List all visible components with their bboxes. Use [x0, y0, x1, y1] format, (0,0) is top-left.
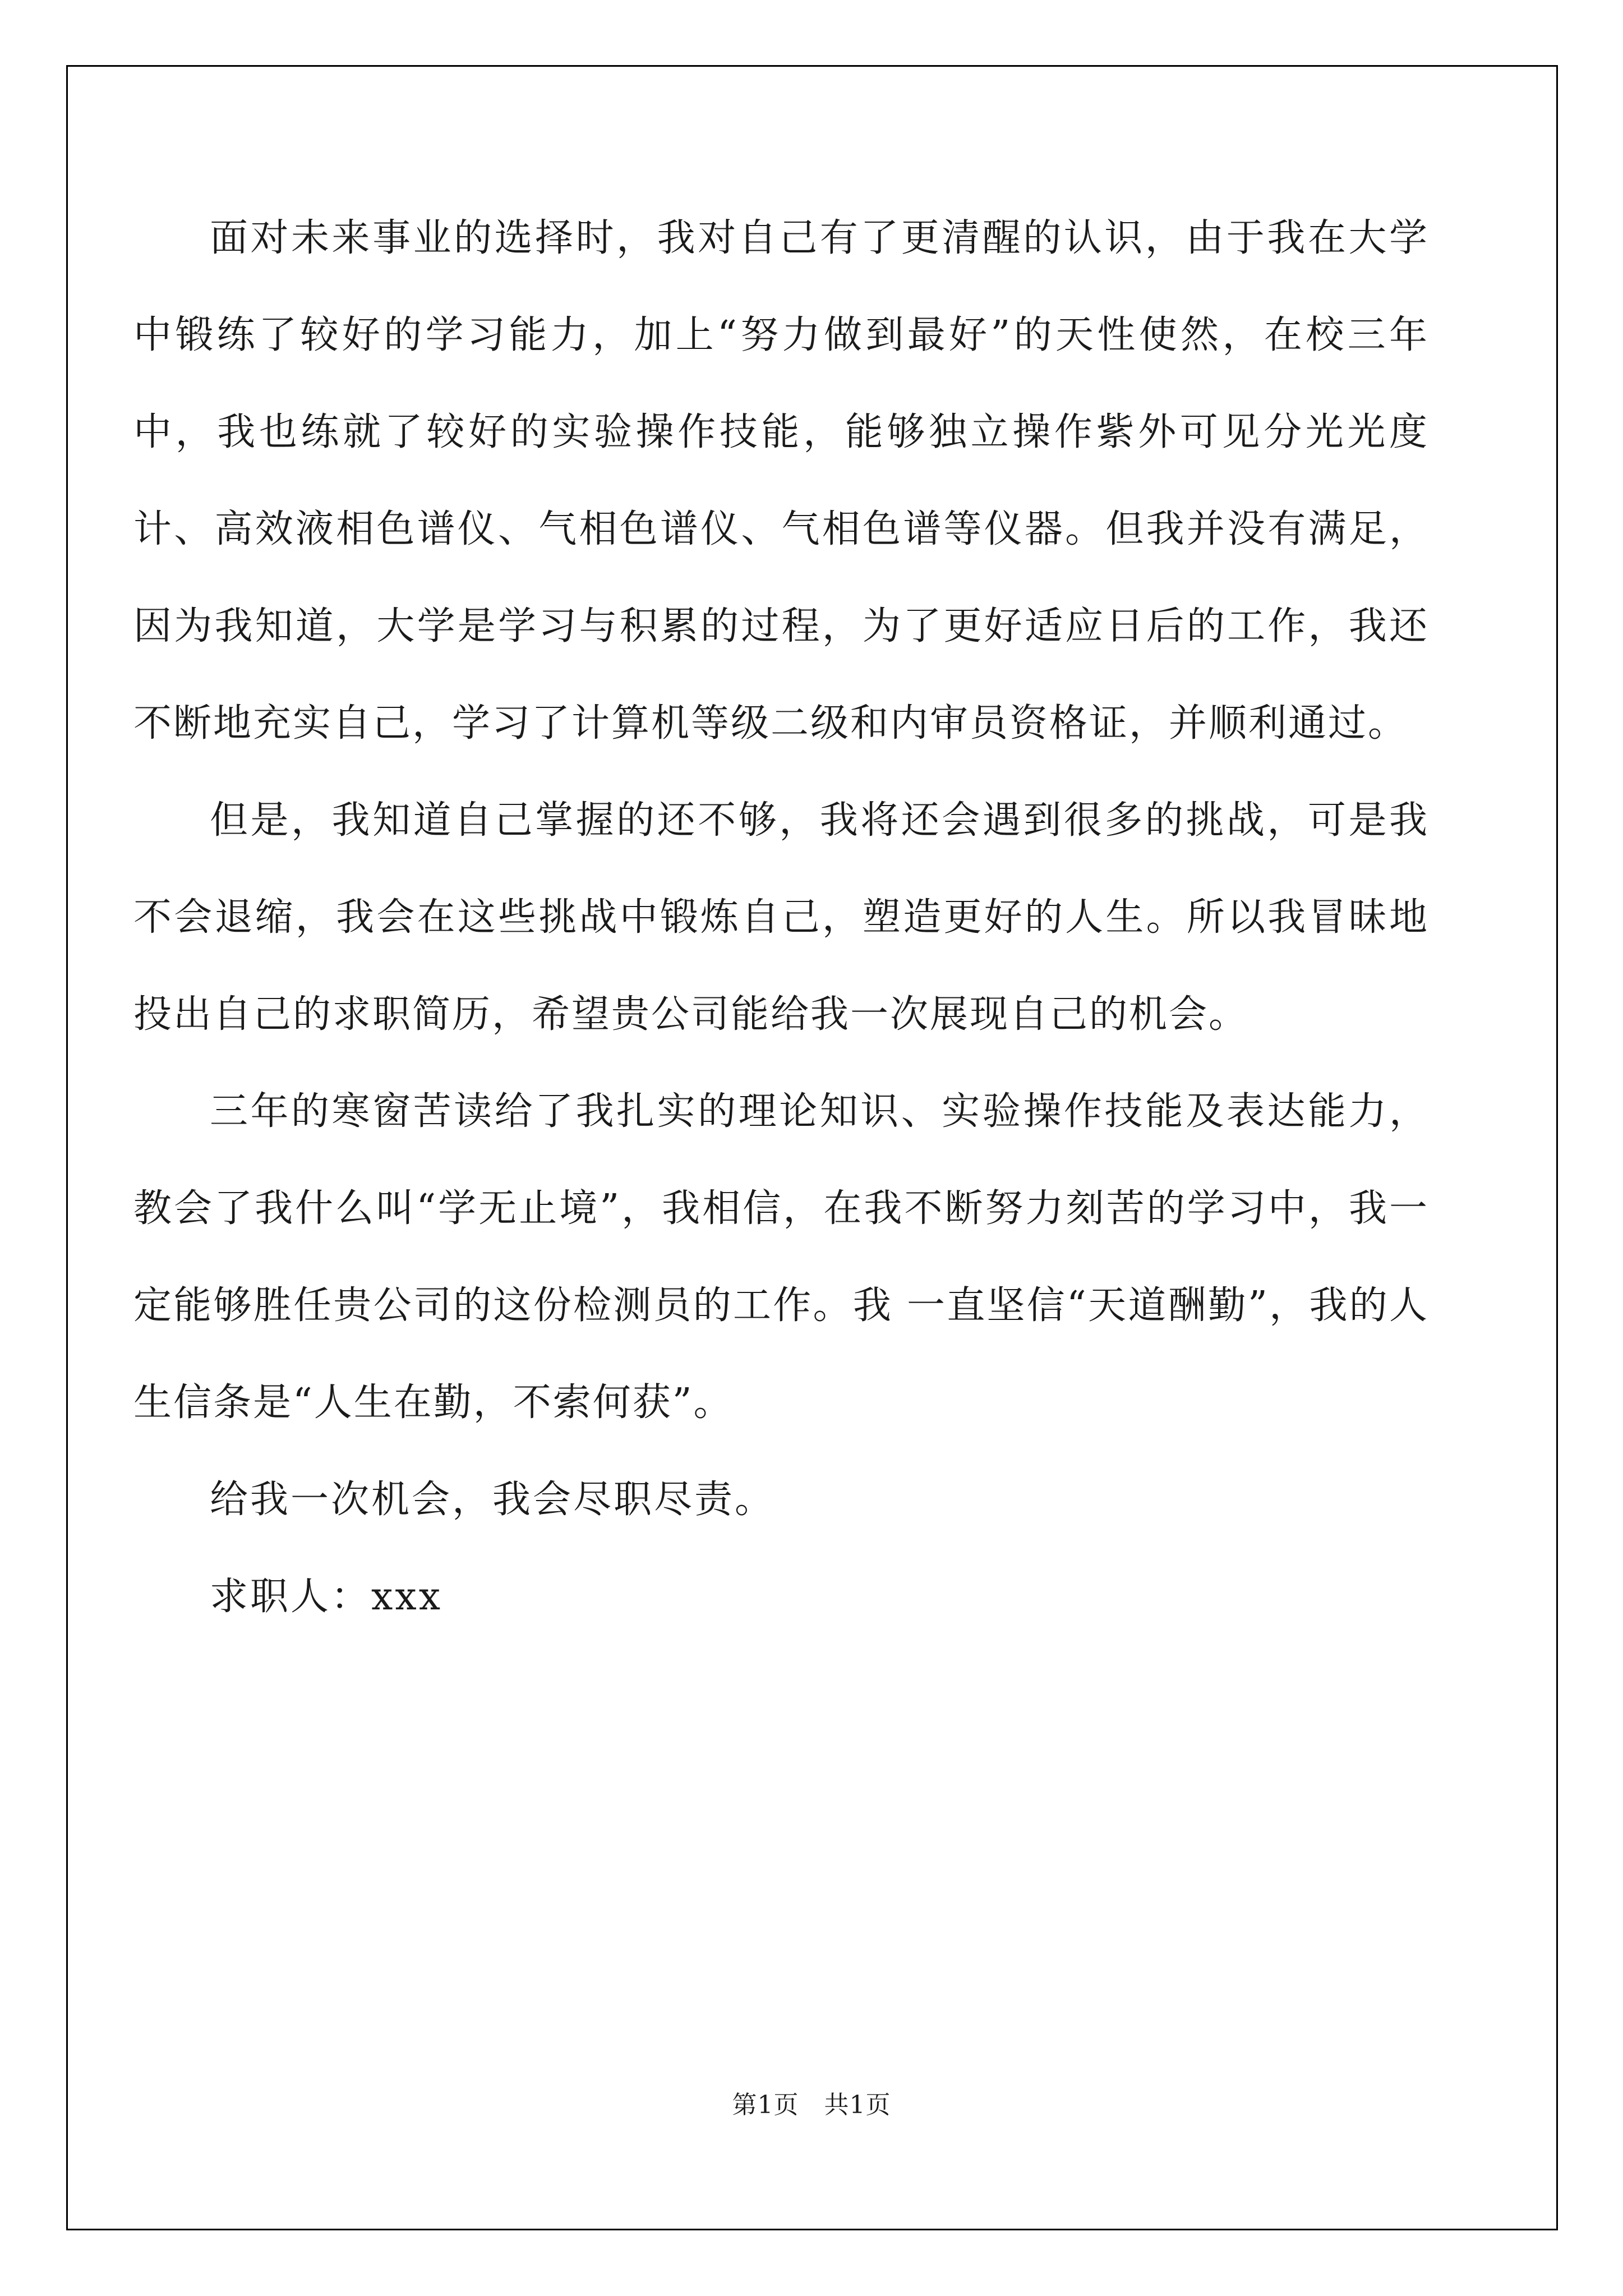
applicant-signature: 求职人：xxx: [210, 1575, 443, 1619]
paragraph-closing: 给我一次机会，我会尽职尽责。: [210, 1478, 776, 1522]
paragraph-challenges: 但是，我知道自己掌握的还不够，我将还会遇到很多的挑战，可是我不会退缩，我会在这些挑战中锻炼自己，塑造更好的人生。所以我冒昧地投出自己的求职简历，希望贵公司能给我一次展现自己的机会。: [133, 798, 1429, 1037]
paragraph-career-choice: 面对未来事业的选择时，我对自己有了更清醒的认识，由于我在大学中锻练了较好的学习能力，加上“努力做到最好”的天性使然，在校三年中，我也练就了较好的实验操作技能，能够独立操作紫外可见分光光度计、高效液相色谱仪、气相色谱仪、气相色谱等仪器。但我并没有满足，因为我知道，大学是学习与积累的过程，为了更好适应日后的工作，我还不断地充实自己，学习了计算机等级二级和内审员资格证，并顺利通过。: [133, 216, 1429, 746]
paragraph-study-summary: 三年的寒窗苦读给了我扎实的理论知识、实验操作技能及表达能力，教会了我什么叫“学无止境”，我相信，在我不断努力刻苦的学习中，我一定能够胜任贵公司的这份检测员的工作。我 一直坚信“天道酬勤”，我的人生信条是“人生在勤，不索何获”。: [133, 1089, 1429, 1425]
letter-body: [133, 190, 1429, 1645]
page-number-footer: 第1页 共1页: [732, 2091, 891, 2119]
